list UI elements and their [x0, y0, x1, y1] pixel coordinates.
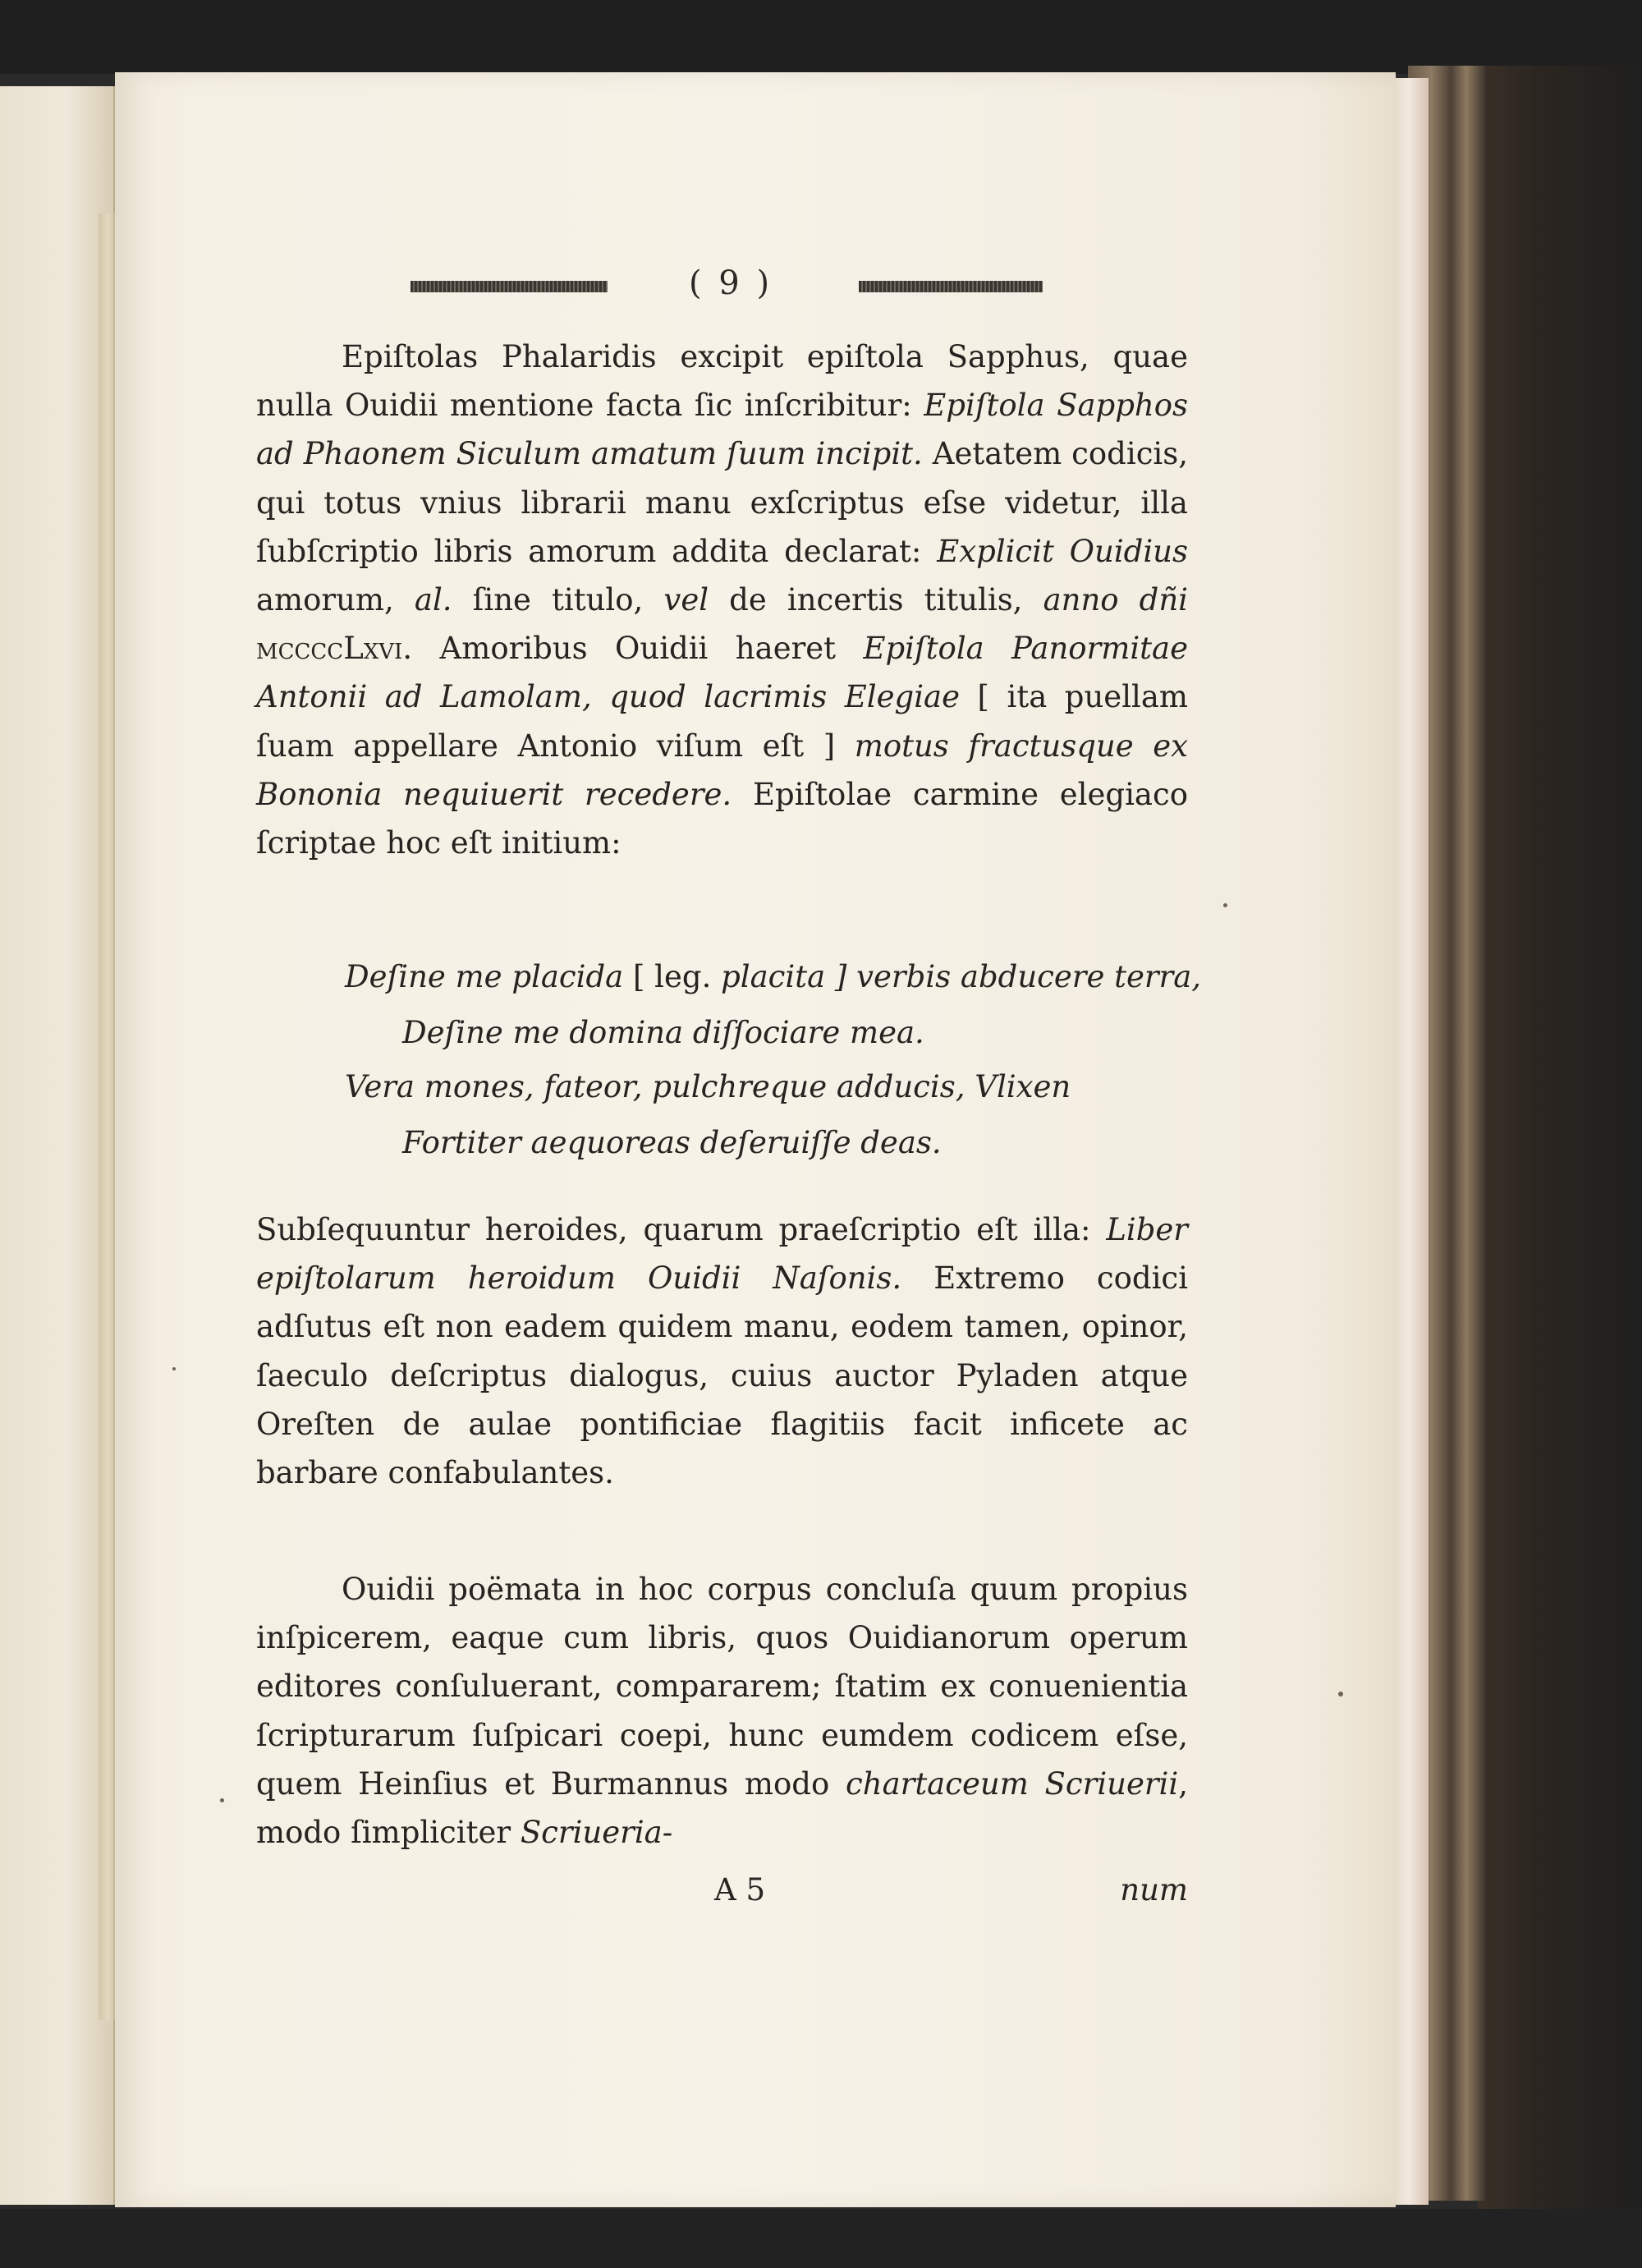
- header-rule-left: [410, 281, 608, 292]
- text-run: Ouidii poëmata in hoc corpus concluſa quum propius inſpicerem, eaque cum libris, quos Ouidianorum operum editores conſuluerant, compararem; ſtatim ex conuenientia ſcripturarum ſuſpicari coepi, hunc eumdem codicem eſse, quem Heinſius et Burmannus modo: [256, 1572, 1188, 1802]
- paragraph-1: [256, 333, 1188, 867]
- paper-speck: [1223, 903, 1227, 907]
- italic-run: chartaceum Scriuerii: [846, 1765, 1179, 1802]
- background-top: [0, 0, 1642, 74]
- page-footer: [256, 1872, 1188, 1921]
- text-run: de incertis titulis,: [709, 582, 1043, 618]
- page-edge: [1396, 78, 1429, 2205]
- text-run: Aetatem codicis, qui totus vnius librarii manu exſcriptus eſse videtur, illa ſubſcriptio libris amorum addita declarat:: [256, 436, 1188, 569]
- text-run: Deſine me placida: [345, 959, 633, 994]
- italic-run: Explicit Ouidius: [937, 533, 1188, 569]
- text-run: placita: [721, 959, 826, 994]
- italic-run: Epiſtola Sapphos ad Phaonem Siculum amatum ſuum incipit.: [256, 388, 1188, 472]
- verse-line-1: [345, 959, 1201, 994]
- italic-run: anno dñi: [1043, 582, 1189, 618]
- text-run: Epiſtolae carmine elegiaco ſcriptae hoc eſt initium:: [256, 776, 1188, 861]
- paper-speck: [220, 1798, 224, 1802]
- text-run: Subſequuntur heroides, quarum praeſcriptio eſt illa:: [256, 1212, 1107, 1247]
- page-header: [410, 264, 1043, 314]
- italic-run: al.: [414, 582, 452, 618]
- header-rule-right: [859, 281, 1043, 292]
- text-run: [ leg.: [632, 959, 722, 994]
- text-run: [ ita puellam ſuam appellare Antonio viſum eſt ]: [256, 679, 1189, 764]
- page-number: ( 9 ): [688, 264, 773, 302]
- text-run: Amoribus Ouidii haeret: [412, 631, 864, 667]
- italic-run: motus fractusque ex Bononia nequiuerit recedere.: [256, 728, 1189, 812]
- paragraph-2: [256, 1205, 1188, 1497]
- text-run: , modo ſimpliciter: [256, 1765, 1188, 1851]
- text-run: Extremo codici adſutus eſt non eadem quidem manu, eodem tamen, opinor, ſaeculo deſcriptus dialogus, cuius auctor Pyladen atque Oreſten de aulae pontificiae flagitiis facit inficete ac barbare confabulantes.: [256, 1260, 1188, 1491]
- binding-shadow: [1478, 66, 1642, 2209]
- background-bottom: [0, 2209, 1642, 2268]
- italic-run: Liber epiſtolarum heroidum Ouidii Naſonis.: [256, 1212, 1188, 1297]
- signature-mark: A 5: [714, 1872, 766, 1908]
- date-smallcaps: mccccLxvi.: [256, 631, 413, 667]
- text-run: ſine titulo,: [452, 582, 664, 618]
- page-body-continued: [256, 1205, 1188, 1497]
- paper-speck: [1338, 1692, 1343, 1696]
- italic-run: Epiſtola Panormitae Antonii ad Lamolam, quod lacrimis Elegiae: [256, 631, 1188, 715]
- left-page: [0, 86, 115, 2205]
- paper-speck: [172, 1367, 176, 1370]
- italic-run: vel: [663, 582, 709, 618]
- paragraph-3: [256, 1565, 1188, 1857]
- page-body: [256, 333, 1188, 867]
- text-run: ] verbis abducere terra,: [825, 959, 1202, 994]
- catchword: num: [1120, 1872, 1188, 1908]
- verse-line-4: Fortiter aequoreas deſeruiſſe deas.: [402, 1125, 942, 1160]
- text-run: amorum,: [256, 582, 415, 618]
- italic-run: Scriueria-: [520, 1815, 673, 1851]
- page-body-final: [256, 1565, 1188, 1857]
- verse-line-2: Deſine me domina diſſociare mea.: [402, 1015, 924, 1050]
- verse-line-3: Vera mones, fateor, pulchreque adducis, Vlixen: [345, 1069, 1071, 1104]
- text-run: Epiſtolas Phalaridis excipit epiſtola Sapphus, quae nulla Ouidii mentione facta ſic inſcribitur:: [256, 339, 1188, 424]
